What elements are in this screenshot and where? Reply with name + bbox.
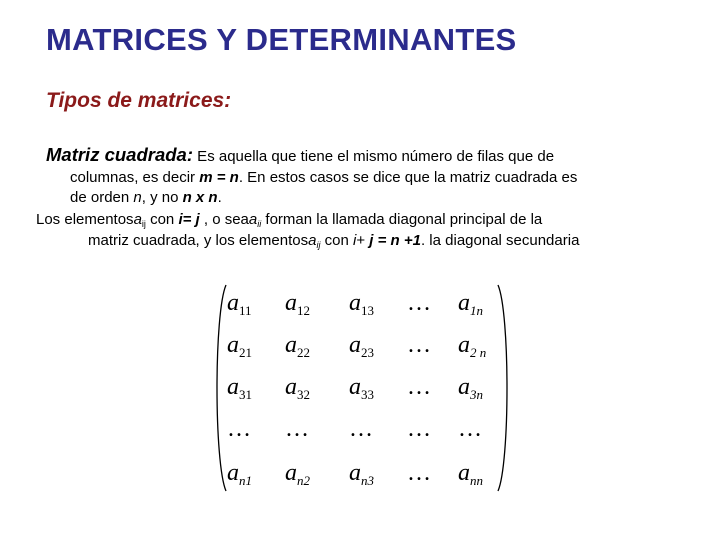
matrix-element <box>458 374 483 402</box>
section-subtitle: Tipos de matrices: <box>46 89 232 112</box>
matrix-element <box>285 374 310 402</box>
equation-i-equals-j: i= j <box>178 211 200 228</box>
n-x-n: n x n <box>182 189 218 206</box>
matrix-element-base: a <box>349 290 361 316</box>
definition-line-1 <box>46 145 700 168</box>
matrix-element-base: a <box>458 374 470 400</box>
diagonals-text: matriz cuadrada, y los elementos <box>88 231 309 249</box>
matrix-element-subscript: 12 <box>297 303 310 318</box>
definition-text: Es aquella que tiene el mismo número de filas que de <box>193 148 555 165</box>
matrix-element <box>458 460 483 488</box>
right-parenthesis <box>496 283 512 493</box>
subscript-ii: ii <box>257 219 262 229</box>
definition-text: columnas, es decir <box>70 168 200 186</box>
diagonals-text: + <box>356 231 370 249</box>
subscript-ij: ij <box>141 219 146 229</box>
diagonals-text: con <box>320 231 353 249</box>
matrix-element <box>407 333 433 357</box>
matrix-element-base: … <box>458 416 484 442</box>
subscript-ij: ij <box>316 239 321 250</box>
matrix-element-subscript: 1n <box>470 303 483 318</box>
matrix-element-base: … <box>227 416 253 442</box>
var-i: i <box>352 231 357 249</box>
matrix-element <box>407 291 433 315</box>
matrix-element-subscript: 22 <box>297 345 310 360</box>
definition-text: . En estos casos se dice que la matriz cuadrada es <box>238 168 578 186</box>
matrix-element-base: … <box>349 416 375 442</box>
matrix-element-base: a <box>285 460 297 486</box>
matrix-element <box>227 332 252 360</box>
diagonals-text: forman la llamada diagonal principal de la <box>261 211 543 228</box>
matrix-element-subscript: 23 <box>361 345 374 360</box>
definition-text: de orden <box>70 189 134 206</box>
matrix-element <box>407 417 433 441</box>
matrix-element-subscript: nn <box>470 473 483 488</box>
element-a: a <box>308 231 317 249</box>
diagonals-line-1 <box>36 210 704 231</box>
left-parenthesis <box>212 283 228 493</box>
matrix-element <box>285 332 310 360</box>
matrix-element-subscript: n2 <box>297 473 310 488</box>
slide-title: MATRICES Y DETERMINANTES <box>46 22 517 57</box>
matrix-element <box>407 461 433 485</box>
matrix-element-base: … <box>407 416 433 442</box>
matrix-element-subscript: 3n <box>470 387 483 402</box>
matrix-element-base: a <box>227 332 239 358</box>
term-label: Matriz cuadrada: <box>46 144 194 165</box>
definition-line-3 <box>46 188 700 209</box>
equation-m-equals-n: m = n <box>199 168 239 186</box>
matrix-element-subscript: 32 <box>297 387 310 402</box>
diagonals-text: Los elementos <box>36 211 134 228</box>
matrix-element <box>458 417 484 441</box>
matrix-element-base: a <box>227 374 239 400</box>
diagonals-description <box>36 210 704 251</box>
matrix-element <box>227 417 253 441</box>
matrix-element-subscript: 13 <box>361 303 374 318</box>
matrix-element-base: a <box>349 332 361 358</box>
element-a: a <box>133 211 142 228</box>
square-matrix-definition <box>46 145 700 209</box>
general-square-matrix <box>212 283 512 493</box>
matrix-element-base: a <box>349 460 361 486</box>
matrix-element-subscript: 33 <box>361 387 374 402</box>
element-a: a <box>248 211 258 228</box>
matrix-element <box>285 290 310 318</box>
diagonals-text: , o sea <box>199 211 249 228</box>
matrix-element-base: a <box>458 332 470 358</box>
matrix-element-base: a <box>458 290 470 316</box>
definition-text: . <box>217 189 222 206</box>
matrix-element-base: a <box>227 290 239 316</box>
matrix-element <box>349 374 374 402</box>
matrix-element-subscript: 2 n <box>470 345 487 360</box>
matrix-element-subscript: 21 <box>239 345 252 360</box>
equation-i-plus-j: j = n +1 <box>369 231 421 249</box>
diagonals-text: . la diagonal secundaria <box>420 231 580 249</box>
matrix-element-base: a <box>458 460 470 486</box>
matrix-element <box>349 332 374 360</box>
matrix-element <box>349 417 375 441</box>
matrix-element <box>458 290 483 318</box>
order-n: n <box>133 189 142 206</box>
matrix-element <box>407 375 433 399</box>
matrix-element-base: a <box>285 332 297 358</box>
matrix-element-subscript: 31 <box>239 387 252 402</box>
matrix-element-base: … <box>285 416 311 442</box>
matrix-element-base: a <box>285 290 297 316</box>
matrix-element-base: a <box>349 374 361 400</box>
matrix-element-base: … <box>407 374 433 400</box>
matrix-element <box>349 460 374 488</box>
matrix-element-base: a <box>227 460 239 486</box>
matrix-element <box>285 417 311 441</box>
matrix-element <box>349 290 374 318</box>
matrix-element <box>227 374 252 402</box>
matrix-element-base: … <box>407 460 433 486</box>
matrix-element-subscript: n3 <box>361 473 374 488</box>
definition-line-2 <box>46 168 700 189</box>
matrix-element <box>227 290 252 318</box>
matrix-element-base: … <box>407 290 433 316</box>
matrix-element-subscript: n1 <box>239 473 252 488</box>
definition-text: , y no <box>141 189 183 206</box>
matrix-element-base: a <box>285 374 297 400</box>
matrix-element <box>227 460 252 488</box>
matrix-element-base: … <box>407 332 433 358</box>
matrix-element <box>458 332 487 360</box>
diagonals-text: con <box>145 211 179 228</box>
matrix-element <box>285 460 310 488</box>
matrix-element-subscript: 11 <box>239 303 252 318</box>
diagonals-line-2 <box>36 231 704 252</box>
